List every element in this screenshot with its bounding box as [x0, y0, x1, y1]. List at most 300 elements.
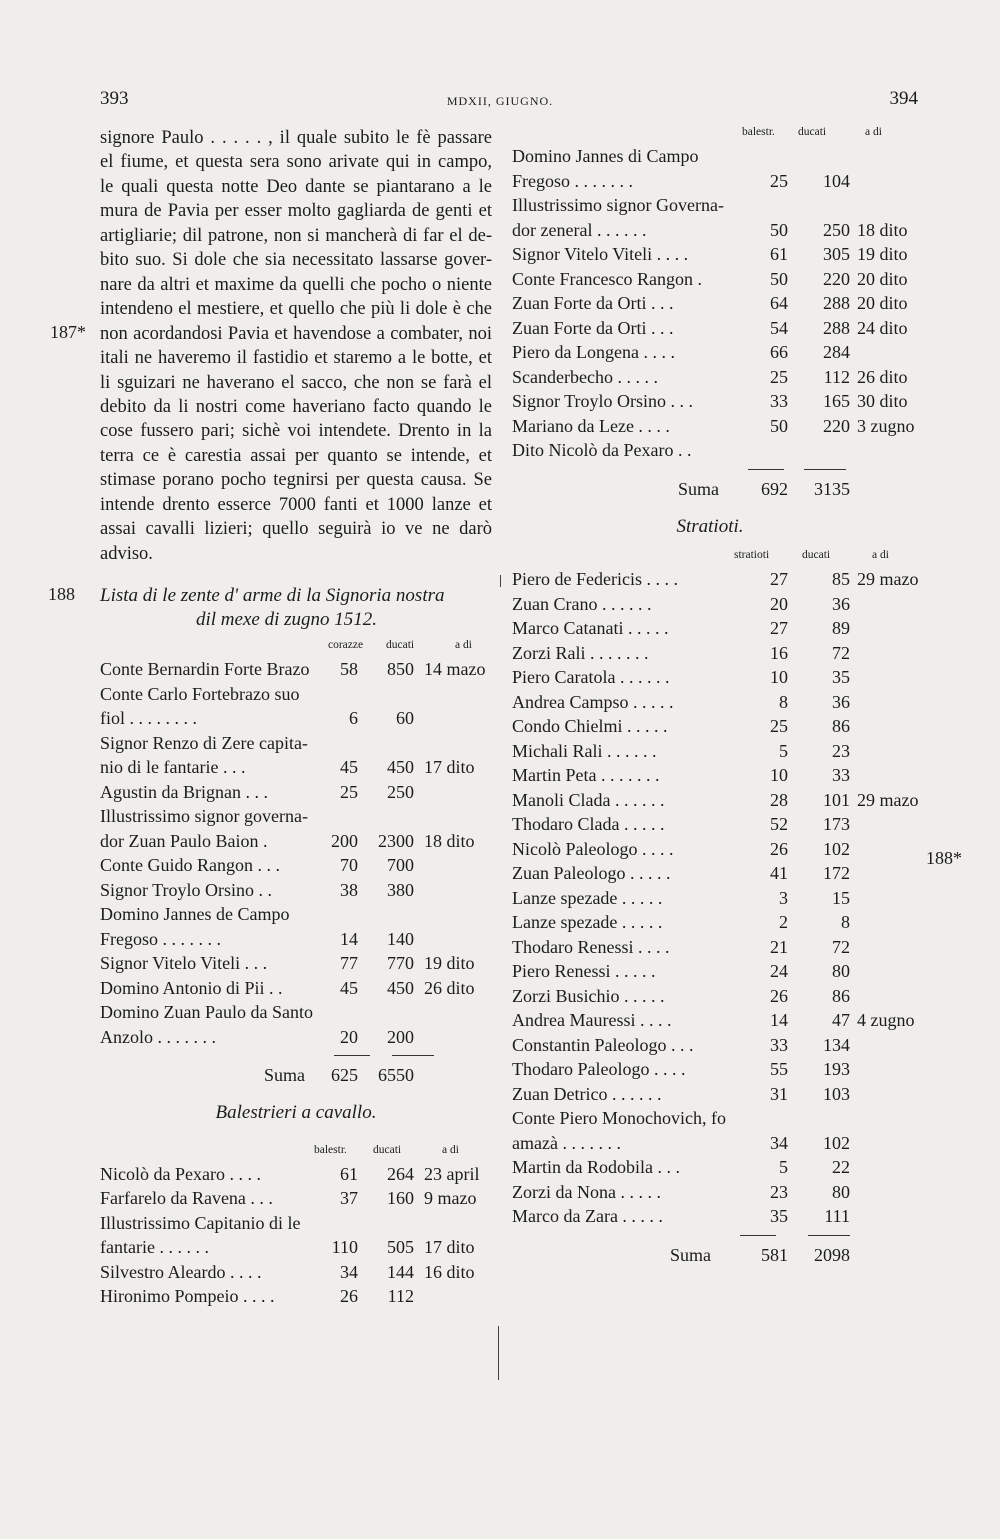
row-name: Zuan Forte da Orti . . .	[512, 293, 674, 313]
table-balestrieri	[100, 1144, 492, 1309]
row-date: 24 dito	[857, 317, 908, 338]
table-row	[512, 438, 908, 463]
row-count: 25	[770, 716, 788, 736]
row-count: 14	[770, 1010, 788, 1030]
row-name: Martin Peta . . . . . . .	[512, 765, 660, 785]
row-count: 26	[770, 838, 788, 859]
row-name: amazà . . . . . . .	[512, 1132, 621, 1153]
row-ducati: 850	[387, 659, 414, 680]
row-ducati: 250	[387, 781, 414, 802]
row-name: Manoli Clada . . . . . .	[512, 789, 665, 810]
row-name: Conte Carlo Fortebrazo suo	[100, 683, 300, 704]
row-name: Lanze spezade . . . . .	[512, 887, 663, 908]
row-count: 50	[770, 268, 788, 289]
total-ducati: 2098	[814, 1244, 850, 1265]
row-ducati: 165	[823, 391, 850, 411]
row-date: 29 mazo	[857, 569, 919, 589]
row-ducati: 47	[832, 1010, 850, 1030]
row-ducati: 102	[823, 838, 850, 859]
row-name: Conte Piero Monochovich, fo	[512, 1108, 726, 1128]
column-header: balestr.	[314, 1143, 347, 1156]
total-row	[512, 477, 908, 502]
row-name: Zuan Forte da Orti . . .	[512, 317, 674, 338]
table-stratioti	[512, 549, 919, 1267]
row-name: Zorzi Rali . . . . . . .	[512, 642, 649, 663]
row-date: 26 dito	[857, 366, 908, 387]
row-ducati: 220	[823, 415, 850, 436]
total-count: 692	[761, 478, 788, 499]
row-name: Scanderbecho . . . . .	[512, 366, 658, 387]
rule-line	[808, 1235, 850, 1236]
prose-line: nare da altri et maxime da quelli che pocho o niente	[100, 274, 492, 295]
table-row	[512, 910, 908, 935]
table-row	[512, 144, 908, 169]
prose-line: cose fussero pari; sichè voi intendete. Drento in la	[100, 421, 492, 442]
row-name: Condo Chielmi . . . . .	[512, 716, 668, 736]
column-header: ducati	[798, 126, 827, 138]
table-row	[512, 1204, 908, 1229]
row-name: Signor Vitelo Viteli . . . .	[512, 244, 689, 264]
right-page-number: 394	[889, 88, 918, 109]
prose-line: debito da li nostri come haveriano facto quando le	[100, 396, 492, 417]
row-count: 2	[779, 912, 788, 932]
row-count: 200	[331, 830, 358, 851]
table-row	[512, 641, 908, 666]
row-ducati: 380	[387, 879, 414, 900]
row-name: Illustrissimo Capitanio di le	[100, 1212, 301, 1233]
row-ducati: 450	[387, 757, 414, 778]
table-row	[512, 837, 908, 862]
row-name: Piero da Longena . . . .	[512, 342, 675, 362]
column-header: corazze	[328, 639, 364, 652]
prose-line: terra ce è carestia assai per quanto se intende, et	[100, 445, 492, 466]
row-name: Signor Troylo Orsino . . .	[512, 391, 694, 411]
total-row	[512, 1243, 908, 1268]
table-row	[512, 340, 908, 365]
table-row	[512, 1131, 908, 1156]
table-row	[100, 853, 492, 878]
row-count: 5	[779, 1157, 788, 1177]
row-name: dor zeneral . . . . . .	[512, 219, 647, 240]
column-header: a di	[872, 549, 889, 561]
section-number: 188	[48, 584, 75, 605]
row-ducati: 101	[823, 789, 850, 810]
table-balestrieri-cont	[512, 126, 915, 501]
prose-line: le quali questa notte Deo dante se piantarano a le	[100, 176, 492, 197]
row-name: Constantin Paleologo . . .	[512, 1034, 694, 1055]
table-row	[512, 1082, 908, 1107]
row-count: 58	[340, 659, 358, 680]
table-row	[512, 267, 908, 292]
row-name: Piero Renessi . . . . .	[512, 961, 656, 981]
row-count: 23	[770, 1181, 788, 1202]
row-name: Dito Nicolò da Pexaro . .	[512, 440, 692, 460]
margin-number: 187*	[50, 322, 86, 342]
row-name: Zorzi da Nona . . . . .	[512, 1181, 661, 1202]
table-row	[512, 788, 919, 813]
table-row	[100, 1025, 492, 1050]
row-ducati: 172	[823, 863, 850, 883]
rule-line	[804, 469, 846, 470]
row-ducati: 288	[823, 317, 850, 338]
table-row	[100, 1186, 492, 1211]
row-ducati: 72	[832, 936, 850, 957]
row-count: 45	[340, 757, 358, 778]
prose-line: non acordandosi Pavia et havendose a combater, noi	[100, 323, 492, 344]
column-header: a di	[455, 639, 472, 652]
row-name: Domino Jannes de Campo	[100, 904, 290, 925]
total-label: Suma	[264, 1065, 306, 1086]
row-count: 77	[340, 953, 358, 974]
table-row	[512, 389, 908, 414]
row-count: 33	[770, 1034, 788, 1055]
row-count: 24	[770, 961, 788, 981]
row-name: fiol . . . . . . . .	[100, 708, 197, 729]
row-count: 110	[331, 1237, 358, 1258]
table-row	[512, 886, 908, 911]
row-name: Michali Rali . . . . . .	[512, 740, 657, 761]
table-row	[512, 690, 908, 715]
row-ducati: 86	[832, 985, 850, 1006]
row-name: Illustrissimo signor governa-	[100, 806, 308, 827]
table-row	[512, 616, 908, 641]
left-column	[48, 126, 492, 1309]
total-row	[100, 1063, 492, 1088]
row-ducati: 200	[387, 1026, 414, 1047]
column-headers	[512, 549, 908, 567]
table-row	[100, 927, 492, 952]
row-ducati: 104	[823, 170, 850, 191]
total-label: Suma	[678, 478, 720, 499]
row-count: 61	[340, 1163, 358, 1184]
table-row	[512, 665, 908, 690]
row-name: Conte Francesco Rangon .	[512, 268, 702, 289]
row-name: Conte Bernardin Forte Brazo	[100, 659, 310, 680]
row-ducati: 250	[823, 219, 850, 240]
column-headers	[100, 1144, 492, 1162]
row-name: dor Zuan Paulo Baion .	[100, 830, 268, 851]
left-page-number: 393	[100, 88, 129, 109]
row-ducati: 85	[832, 569, 850, 589]
prose-line: li sguizari ne haverano el sacco, che non se farà el	[100, 372, 492, 393]
row-name: Mariano da Leze . . . .	[512, 415, 670, 436]
table-row	[512, 592, 908, 617]
right-column	[512, 126, 962, 1267]
row-date: 20 dito	[857, 268, 908, 289]
section-188-title	[48, 584, 492, 632]
column-header: ducati	[386, 639, 415, 652]
row-date: 4 zugno	[857, 1010, 915, 1030]
rule-line	[740, 1235, 776, 1236]
row-ducati: 33	[832, 765, 850, 785]
table-row	[512, 714, 908, 739]
row-ducati: 140	[387, 928, 414, 949]
row-count: 33	[770, 391, 788, 411]
row-ducati: 173	[823, 814, 850, 834]
row-ducati: 450	[387, 977, 414, 998]
table-row	[512, 1180, 908, 1205]
row-count: 10	[770, 667, 788, 687]
row-count: 35	[770, 1206, 788, 1226]
row-name: Illustrissimo signor Governa-	[512, 195, 724, 215]
row-count: 37	[340, 1188, 358, 1209]
row-count: 54	[770, 317, 788, 338]
row-count: 3	[779, 887, 788, 908]
row-ducati: 220	[823, 268, 850, 289]
row-ducati: 2300	[378, 830, 414, 851]
table-row	[100, 829, 492, 854]
total-count: 581	[761, 1244, 788, 1265]
row-count: 25	[770, 366, 788, 387]
row-name: Nicolò Paleologo . . . .	[512, 838, 674, 859]
prose-line: assai cavalli lizieri; quello seguirà io ve ne darò	[100, 519, 492, 540]
row-name: Andrea Mauressi . . . .	[512, 1010, 672, 1030]
total-count: 625	[331, 1065, 358, 1086]
row-count: 41	[770, 863, 788, 883]
table-row	[512, 1033, 908, 1058]
row-count: 66	[770, 342, 788, 362]
row-name: Anzolo . . . . . . .	[100, 1026, 216, 1047]
margin-number: 188*	[926, 848, 962, 868]
row-count: 27	[770, 569, 788, 589]
row-ducati: 193	[823, 1059, 850, 1079]
row-date: 19 dito	[424, 953, 475, 974]
row-name: Zuan Paleologo . . . . .	[512, 863, 671, 883]
table-row	[100, 804, 492, 829]
table-row	[512, 1155, 908, 1180]
row-ducati: 102	[823, 1132, 850, 1153]
row-count: 20	[770, 593, 788, 614]
row-name: Zuan Crano . . . . . .	[512, 593, 652, 614]
table-row	[512, 242, 908, 267]
row-count: 55	[770, 1059, 788, 1079]
row-name: Domino Zuan Paulo da Santo	[100, 1002, 313, 1023]
running-title: MDXII, GIUGNO.	[446, 94, 554, 108]
row-ducati: 264	[387, 1163, 414, 1184]
row-count: 21	[770, 936, 788, 957]
row-ducati: 288	[823, 293, 850, 313]
table-zente	[100, 639, 492, 1088]
row-ducati: 23	[832, 740, 850, 761]
column-header: a di	[865, 126, 882, 138]
row-ducati: 89	[832, 618, 850, 638]
title-line: Lista di le zente d' arme di la Signoria nostra	[100, 585, 445, 607]
row-name: Signor Vitelo Viteli . . .	[100, 953, 268, 974]
table-row	[100, 902, 492, 927]
subheading-stratioti: Stratioti.	[676, 516, 744, 537]
row-ducati: 60	[396, 708, 414, 729]
table-row	[100, 976, 492, 1001]
row-date: 26 dito	[424, 977, 475, 998]
row-date: 14 mazo	[424, 659, 486, 680]
row-name: fantarie . . . . . .	[100, 1237, 209, 1258]
row-name: Thodaro Paleologo . . . .	[512, 1059, 686, 1079]
prose-line: bito suo. Si dole che sia necessitato lassarse gover-	[100, 250, 492, 271]
table-row	[512, 567, 919, 592]
row-name: Farfarelo da Ravena . . .	[100, 1188, 273, 1209]
table-row	[512, 218, 908, 243]
table-row	[512, 169, 908, 194]
row-name: Nicolò da Pexaro . . . .	[100, 1163, 261, 1184]
table-row	[512, 812, 908, 837]
table-row	[100, 1284, 492, 1309]
row-count: 14	[340, 928, 358, 949]
row-ducati: 144	[387, 1261, 414, 1282]
row-date: 9 mazo	[424, 1188, 477, 1209]
row-ducati: 35	[832, 667, 850, 687]
row-ducati: 305	[823, 244, 850, 264]
column-header: ducati	[373, 1143, 402, 1156]
row-name: Domino Antonio di Pii . .	[100, 977, 283, 998]
table-row	[512, 1057, 908, 1082]
column-headers	[512, 126, 908, 144]
row-ducati: 80	[832, 961, 850, 981]
row-count: 52	[770, 814, 788, 834]
row-ducati: 8	[841, 912, 850, 932]
table-row	[100, 731, 492, 756]
column-header: a di	[442, 1143, 459, 1156]
table-row	[100, 878, 492, 903]
row-count: 26	[770, 985, 788, 1006]
row-name: Conte Guido Rangon . . .	[100, 855, 280, 876]
column-headers	[100, 639, 492, 657]
row-count: 8	[779, 691, 788, 712]
title-line: dil mexe di zugno 1512.	[196, 609, 378, 631]
table-row	[512, 291, 908, 316]
row-date: 30 dito	[857, 391, 908, 411]
column-header: balestr.	[742, 126, 775, 138]
row-name: Signor Troylo Orsino . .	[100, 879, 273, 900]
row-name: Zorzi Busichio . . . . .	[512, 985, 665, 1006]
table-row	[512, 935, 908, 960]
column-divider	[498, 1326, 499, 1380]
row-name: Andrea Campso . . . . .	[512, 691, 674, 712]
row-name: Fregoso . . . . . . .	[512, 170, 633, 191]
row-ducati: 505	[387, 1237, 414, 1258]
prose-line: stimase porano pocho tegnirsi per questa causa. Se	[100, 470, 492, 491]
row-count: 50	[770, 219, 788, 240]
row-ducati: 103	[823, 1083, 850, 1104]
row-name: nio di le fantarie . . .	[100, 757, 246, 778]
prose-paragraph	[100, 126, 492, 566]
row-ducati: 36	[832, 691, 850, 712]
row-ducati: 36	[832, 593, 850, 614]
row-count: 38	[340, 879, 358, 900]
row-count: 20	[340, 1026, 358, 1047]
table-row	[100, 755, 492, 780]
table-row	[512, 193, 908, 218]
row-date: 23 april	[424, 1163, 480, 1184]
row-date: 17 dito	[424, 1237, 475, 1258]
row-ducati: 700	[387, 855, 414, 876]
table-row	[512, 984, 908, 1009]
row-date: 17 dito	[424, 757, 475, 778]
row-ducati: 160	[387, 1188, 414, 1209]
row-name: Piero Caratola . . . . . .	[512, 667, 670, 687]
row-ducati: 15	[832, 887, 850, 908]
table-row	[100, 1000, 492, 1025]
subheading-balestrieri: Balestrieri a cavallo.	[215, 1101, 377, 1123]
rule-line	[392, 1055, 434, 1056]
row-date: 16 dito	[424, 1261, 475, 1282]
row-ducati: 112	[823, 366, 850, 387]
prose-line: adviso.	[100, 543, 153, 564]
row-count: 28	[770, 789, 788, 810]
row-ducati: 72	[832, 642, 850, 663]
table-row	[512, 763, 908, 788]
row-count: 61	[770, 244, 788, 264]
total-rule	[512, 463, 908, 477]
row-name: Piero de Federicis . . . .	[512, 569, 678, 589]
prose-line: intendeno el mestiere, et quello che più li dole è che	[100, 299, 492, 320]
row-ducati: 111	[824, 1206, 850, 1226]
row-name: Martin da Rodobila . . .	[512, 1157, 680, 1177]
row-ducati: 80	[832, 1181, 850, 1202]
row-count: 64	[770, 293, 788, 313]
row-date: 18 dito	[424, 830, 475, 851]
row-date: 19 dito	[857, 244, 908, 264]
row-name: Agustin da Brignan . . .	[100, 781, 268, 802]
row-ducati: 770	[387, 953, 414, 974]
row-count: 26	[340, 1286, 358, 1307]
row-count: 34	[770, 1132, 788, 1153]
row-name: Thodaro Clada . . . . .	[512, 814, 665, 834]
table-row	[100, 951, 492, 976]
table-row	[100, 657, 492, 682]
total-ducati: 6550	[378, 1065, 414, 1086]
row-name: Marco Catanati . . . . .	[512, 618, 669, 638]
table-row	[512, 861, 908, 886]
table-row	[512, 414, 915, 439]
row-count: 25	[770, 170, 788, 191]
row-count: 10	[770, 765, 788, 785]
table-row	[100, 1235, 492, 1260]
row-name: Hironimo Pompeio . . . .	[100, 1286, 275, 1307]
rule-line	[748, 469, 784, 470]
row-count: 6	[349, 708, 358, 729]
table-row	[512, 365, 908, 390]
row-date: 3 zugno	[857, 415, 915, 436]
prose-line: itali ne haveremo il fastidio et staremo a le botte, et	[100, 348, 492, 369]
row-ducati: 112	[387, 1286, 414, 1307]
table-row	[512, 739, 908, 764]
table-row	[100, 706, 492, 731]
row-name: Zuan Detrico . . . . . .	[512, 1083, 662, 1104]
row-name: Domino Jannes di Campo	[512, 146, 699, 166]
table-row	[100, 1260, 492, 1285]
total-label: Suma	[670, 1244, 712, 1265]
total-rule	[100, 1049, 492, 1063]
rule-line	[334, 1055, 370, 1056]
row-ducati: 284	[823, 342, 850, 362]
prose-line: mura de Pavia per esser molto gagliarda de genti et	[100, 201, 492, 222]
row-count: 70	[340, 855, 358, 876]
table-row	[512, 1008, 915, 1033]
row-ducati: 134	[823, 1034, 850, 1055]
column-header: ducati	[802, 549, 831, 561]
total-ducati: 3135	[814, 478, 850, 499]
row-count: 31	[770, 1083, 788, 1104]
row-date: 18 dito	[857, 219, 908, 240]
row-count: 34	[340, 1261, 358, 1282]
prose-line: artigliarie; dil patrone, non si mancherà di far el de-	[100, 225, 492, 246]
row-name: Silvestro Aleardo . . . .	[100, 1261, 262, 1282]
row-name: Fregoso . . . . . . .	[100, 928, 221, 949]
table-row	[100, 1211, 492, 1236]
row-count: 25	[340, 781, 358, 802]
prose-line: signore Paulo . . . . . , il quale subito le fè passare	[100, 128, 492, 148]
row-count: 5	[779, 740, 788, 761]
